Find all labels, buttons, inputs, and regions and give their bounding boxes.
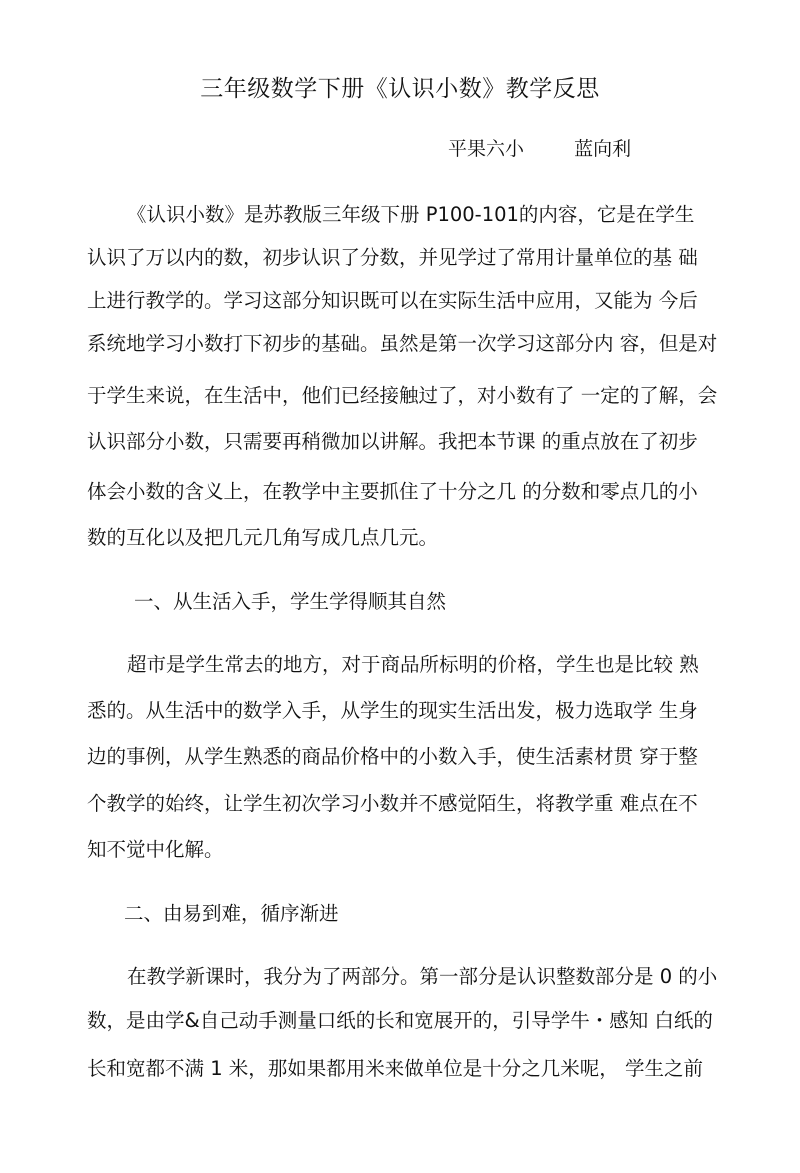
- paragraph-line: 上进行教学的。学习这部分知识既可以在实际生活中应用，又能为 今后: [87, 289, 698, 312]
- paragraph-line: 边的事例，从学生熟悉的商品价格中的小数入手，使生活素材贯 穿于整: [87, 745, 698, 768]
- paragraph-line: 系统地学习小数打下初步的基础。虽然是第一次学习这部分内 容，但是对: [87, 332, 718, 355]
- paragraph-line: 认识了万以内的数，初步认识了分数，并见学过了常用计量单位的基 础: [87, 246, 698, 269]
- paragraph-line: 《认识小数》是苏教版三年级下册 P100-101的内容，它是在学生: [127, 203, 695, 226]
- paragraph-line: 悉的。从生活中的数学入手，从学生的现实生活出发，极力选取学 生身: [87, 699, 698, 722]
- paragraph-line: 于学生来说，在生活中，他们已经接触过了，对小数有了 一定的了解，会: [87, 384, 718, 407]
- byline: [448, 132, 631, 166]
- paragraph-line: 体会小数的含义上，在教学中主要抓住了十分之几 的分数和零点几的小: [87, 480, 698, 503]
- section-heading: 一、从生活入手，学生学得顺其自然: [134, 590, 447, 613]
- section-heading: 二、由易到难，循序渐进: [124, 902, 339, 925]
- paragraph-line: 数的互化以及把几元几角写成几点几元。: [87, 526, 439, 549]
- paragraph-line: 在教学新课时，我分为了两部分。第一部分是认识整数部分是 0 的小: [127, 965, 718, 988]
- author-name: 蓝向利: [574, 138, 632, 160]
- document-title: 三年级数学下册《认识小数》教学反思: [200, 76, 600, 102]
- school-name: 平果六小: [448, 138, 525, 160]
- paragraph-line: 个教学的始终，让学生初次学习小数并不感觉陌生，将教学重 难点在不: [87, 792, 698, 815]
- paragraph-line: 知不觉中化解。: [87, 838, 224, 861]
- paragraph-line: 认识部分小数，只需要再稍微加以讲解。我把本节课 的重点放在了初步: [87, 430, 698, 453]
- paragraph-line: 超市是学生常去的地方，对于商品所标明的价格，学生也是比较 熟: [127, 653, 699, 676]
- paragraph-line: 长和宽都不满 1 米，那如果都用米来做单位是十分之几米呢， 学生之前: [87, 1057, 704, 1080]
- paragraph-line: 数，是由学&自己动手测量口纸的长和宽展开的，引导学牛・感知 白纸的: [87, 1009, 713, 1032]
